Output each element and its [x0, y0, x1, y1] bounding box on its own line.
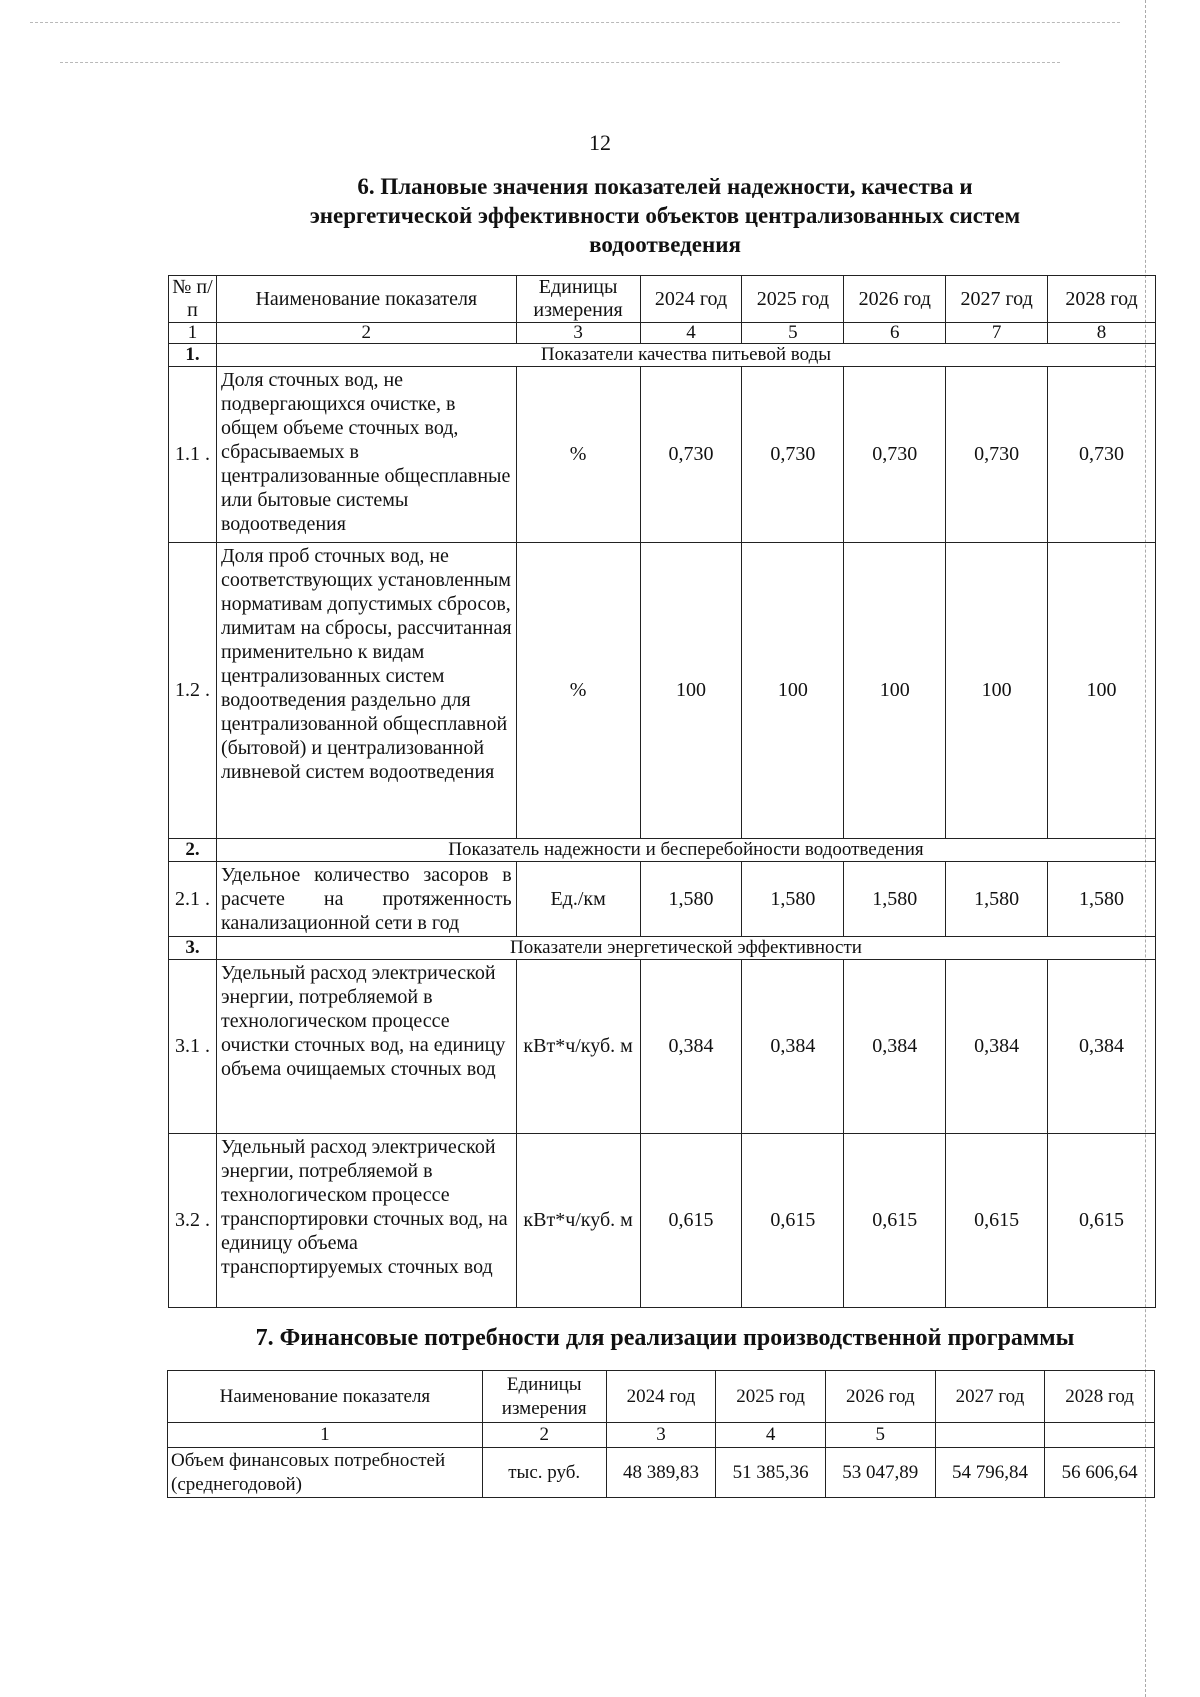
header-unit: Единицы измерения [516, 276, 640, 323]
column-number: 3 [516, 323, 640, 344]
section-7-title: 7. Финансовые потребности для реализации производственной программы [255, 1325, 1075, 1351]
column-number: 1 [168, 1423, 483, 1448]
value-cell: 1,580 [946, 862, 1048, 937]
header-year: 2025 год [716, 1371, 826, 1423]
indicator-name: Объем финансовых потребностей (среднегодовой) [168, 1448, 483, 1498]
column-number: 4 [640, 323, 742, 344]
indicators-table [168, 275, 1156, 1308]
header-year: 2024 год [606, 1371, 716, 1423]
value-cell: 1,580 [1048, 862, 1156, 937]
group-row [169, 344, 1156, 367]
value-cell: 0,730 [844, 367, 946, 543]
value-cell: 48 389,83 [606, 1448, 716, 1498]
header-year: 2027 год [946, 276, 1048, 323]
group-title: Показатель надежности и бесперебойности водоотведения [216, 839, 1155, 862]
value-cell: 0,615 [1048, 1134, 1156, 1308]
indicator-name: Удельный расход электрической энергии, потребляемой в технологическом процессе транспортировки сточных вод, на единицу объема транспортируемых сточных вод [216, 1134, 516, 1308]
section-6-title-line: водоотведения [589, 232, 741, 257]
section-6-title [190, 172, 1140, 259]
column-number [935, 1423, 1045, 1448]
table-row [169, 367, 1156, 543]
column-number: 3 [606, 1423, 716, 1448]
header-row [169, 276, 1156, 323]
header-year: 2024 год [640, 276, 742, 323]
value-cell: 100 [946, 543, 1048, 839]
unit: % [516, 367, 640, 543]
group-number: 2. [169, 839, 217, 862]
unit: тыс. руб. [482, 1448, 606, 1498]
column-number: 6 [844, 323, 946, 344]
row-number: 3.1 . [169, 960, 217, 1134]
value-cell: 0,730 [946, 367, 1048, 543]
group-row [169, 937, 1156, 960]
header-unit: Единицы измерения [482, 1371, 606, 1423]
value-cell: 100 [640, 543, 742, 839]
value-cell: 0,384 [1048, 960, 1156, 1134]
header-year: 2027 год [935, 1371, 1045, 1423]
indicator-name: Доля проб сточных вод, не соответствующих установленным нормативам допустимых сбросов, лимитам на сбросы, рассчитанная применительно к видам централизованных систем водоотведения раздельно для централизованной общесплавной (бытовой) и централизованной ливневой систем водоотведения [216, 543, 516, 839]
value-cell: 56 606,64 [1045, 1448, 1155, 1498]
value-cell: 1,580 [742, 862, 844, 937]
row-number: 1.2 . [169, 543, 217, 839]
value-cell: 0,615 [844, 1134, 946, 1308]
section-6-title-line: энергетической эффективности объектов централизованных систем [309, 203, 1021, 228]
header-row [168, 1371, 1155, 1423]
value-cell: 51 385,36 [716, 1448, 826, 1498]
group-number: 3. [169, 937, 217, 960]
financial-table [167, 1370, 1155, 1498]
column-number: 5 [825, 1423, 935, 1448]
value-cell: 0,615 [946, 1134, 1048, 1308]
column-number: 4 [716, 1423, 826, 1448]
table-row [169, 862, 1156, 937]
column-number: 5 [742, 323, 844, 344]
value-cell: 1,580 [640, 862, 742, 937]
value-cell: 0,615 [640, 1134, 742, 1308]
table-row [169, 1134, 1156, 1308]
header-name: Наименование показателя [216, 276, 516, 323]
indicator-name: Удельное количество засоров в расчете на протяженность канализационной сети в год [216, 862, 516, 937]
header-year: 2025 год [742, 276, 844, 323]
header-year: 2028 год [1048, 276, 1156, 323]
group-title: Показатели энергетической эффективности [216, 937, 1155, 960]
value-cell: 0,730 [742, 367, 844, 543]
row-number: 2.1 . [169, 862, 217, 937]
header-year: 2028 год [1045, 1371, 1155, 1423]
value-cell: 100 [844, 543, 946, 839]
group-title: Показатели качества питьевой воды [216, 344, 1155, 367]
value-cell: 0,730 [1048, 367, 1156, 543]
group-row [169, 839, 1156, 862]
column-number-row [169, 323, 1156, 344]
value-cell: 1,580 [844, 862, 946, 937]
column-number: 2 [482, 1423, 606, 1448]
value-cell: 0,384 [946, 960, 1048, 1134]
unit: кВт*ч/куб. м [516, 960, 640, 1134]
value-cell: 100 [742, 543, 844, 839]
value-cell: 100 [1048, 543, 1156, 839]
unit: % [516, 543, 640, 839]
indicator-name: Доля сточных вод, не подвергающихся очистке, в общем объеме сточных вод, сбрасываемых в централизованные общесплавные или бытовые системы водоотведения [216, 367, 516, 543]
column-number: 2 [216, 323, 516, 344]
group-number: 1. [169, 344, 217, 367]
section-6-title-line: 6. Плановые значения показателей надежности, качества и [357, 174, 973, 199]
value-cell: 0,730 [640, 367, 742, 543]
unit: кВт*ч/куб. м [516, 1134, 640, 1308]
table-row [169, 960, 1156, 1134]
value-cell: 0,384 [742, 960, 844, 1134]
column-number: 7 [946, 323, 1048, 344]
row-number: 1.1 . [169, 367, 217, 543]
header-num: № п/п [169, 276, 217, 323]
header-name: Наименование показателя [168, 1371, 483, 1423]
value-cell: 54 796,84 [935, 1448, 1045, 1498]
column-number [1045, 1423, 1155, 1448]
scan-artifact-line [60, 62, 1060, 63]
page-number: 12 [589, 130, 611, 155]
value-cell: 53 047,89 [825, 1448, 935, 1498]
scan-artifact-line [30, 22, 1120, 23]
table-row [169, 543, 1156, 839]
column-number: 8 [1048, 323, 1156, 344]
header-year: 2026 год [844, 276, 946, 323]
value-cell: 0,615 [742, 1134, 844, 1308]
column-number-row [168, 1423, 1155, 1448]
column-number: 1 [169, 323, 217, 344]
value-cell: 0,384 [640, 960, 742, 1134]
value-cell: 0,384 [844, 960, 946, 1134]
header-year: 2026 год [825, 1371, 935, 1423]
unit: Ед./км [516, 862, 640, 937]
table-row [168, 1448, 1155, 1498]
row-number: 3.2 . [169, 1134, 217, 1308]
indicator-name: Удельный расход электрической энергии, потребляемой в технологическом процессе очистки сточных вод, на единицу объема очищаемых сточных вод [216, 960, 516, 1134]
